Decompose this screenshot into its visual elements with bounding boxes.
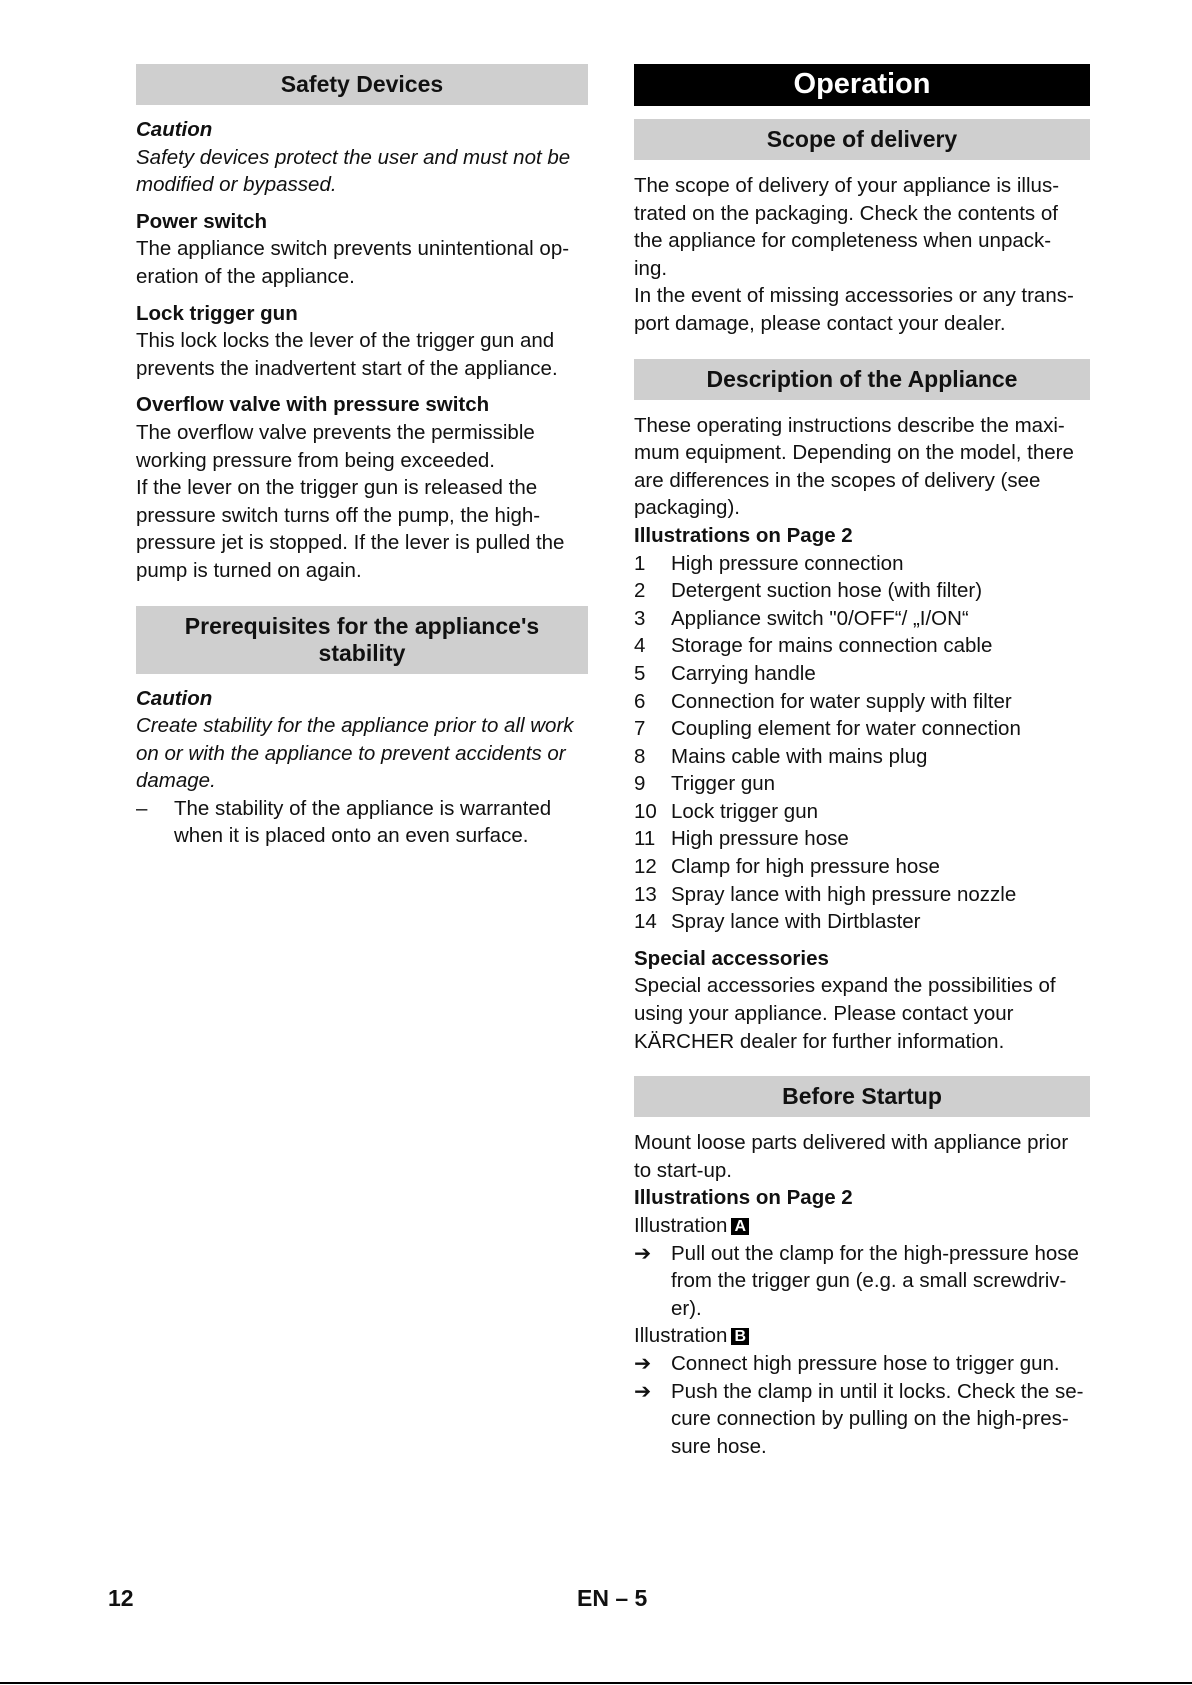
startup-illustrations-title: Illustrations on Page 2 <box>634 1186 853 1210</box>
list-item <box>634 577 1090 605</box>
list-item-number: 5 <box>634 661 646 685</box>
list-item-text: Spray lance with high pressure nozzle <box>671 882 1017 906</box>
list-item <box>634 798 1090 826</box>
list-item <box>634 632 1090 660</box>
list-item-number: 3 <box>634 606 646 630</box>
parts-list <box>634 550 1090 936</box>
illustration-a-badge: A <box>731 1218 749 1235</box>
lock-trigger-gun-text: This lock locks the lever of the trigger gun and prevents the inadvertent start of the appliance. <box>136 329 558 380</box>
list-item-text: High pressure connection <box>671 551 904 575</box>
list-item <box>634 825 1090 853</box>
list-item-number: 4 <box>634 634 646 658</box>
power-switch-title: Power switch <box>136 209 268 233</box>
startup-text: Mount loose parts delivered with appliance prior to start-up. <box>634 1131 1069 1182</box>
heading-before-startup: Before Startup <box>634 1076 1090 1117</box>
arrow-right-icon: ➔ <box>634 1379 652 1403</box>
list-item-number: 14 <box>634 910 657 934</box>
list-item <box>634 715 1090 743</box>
heading-scope-of-delivery: Scope of delivery <box>634 119 1090 160</box>
caution-text: Safety devices protect the user and must not be modified or bypassed. <box>136 145 571 197</box>
step-a1-text: Pull out the clamp for the high-pressure hose from the trigger gun (e.g. a small screwdriv- er). <box>671 1241 1079 1320</box>
page-number: 12 <box>108 1585 134 1611</box>
stability-bullet <box>136 795 588 850</box>
list-item-number: 13 <box>634 882 657 906</box>
list-item-number: 11 <box>634 827 656 851</box>
illustration-a-label: Illustration A <box>634 1212 1090 1240</box>
list-item-text: Mains cable with mains plug <box>671 744 928 768</box>
overflow-valve-text: The overflow valve prevents the permissible working pressure from being exceeded. If the lever on the trigger gun is released the pressure switch turns off the pump, the high- pressure jet is stopped. If the lever is pulled the pump is turned on again. <box>136 420 565 582</box>
arrow-right-icon: ➔ <box>634 1351 652 1375</box>
list-item-number: 12 <box>634 855 657 879</box>
list-item <box>634 743 1090 771</box>
list-item-text: Clamp for high pressure hose <box>671 855 940 879</box>
heading-description: Description of the Appliance <box>634 359 1090 400</box>
left-column <box>136 64 588 850</box>
list-item-number: 10 <box>634 799 657 823</box>
list-item <box>634 853 1090 881</box>
list-item-text: Spray lance with Dirtblaster <box>671 910 921 934</box>
list-item-text: Carrying handle <box>671 661 816 685</box>
illustration-b-label: Illustration B <box>634 1322 1090 1350</box>
stability-caution-title: Caution <box>136 686 213 710</box>
special-accessories-title: Special accessories <box>634 946 829 970</box>
list-item-text: Storage for mains connection cable <box>671 634 993 658</box>
list-item <box>634 605 1090 633</box>
list-item <box>634 908 1090 936</box>
illustration-b-badge: B <box>731 1328 749 1345</box>
description-text: These operating instructions describe the maxi- mum equipment. Depending on the model, there are differences in the scopes of delivery (see packaging). <box>634 413 1074 520</box>
step-b2-text: Push the clamp in until it locks. Check the se- cure connection by pulling on the high-pres- sure hose. <box>671 1379 1084 1458</box>
list-item-text: Connection for water supply with filter <box>671 689 1012 713</box>
list-item-number: 7 <box>634 717 646 741</box>
list-item <box>634 770 1090 798</box>
list-item <box>634 660 1090 688</box>
overflow-valve-title: Overflow valve with pressure switch <box>136 393 490 417</box>
list-item-text: High pressure hose <box>671 827 849 851</box>
step-b1-text: Connect high pressure hose to trigger gun. <box>671 1351 1060 1375</box>
special-accessories-text: Special accessories expand the possibilities of using your appliance. Please contact your KÄRCHER dealer for further information. <box>634 974 1056 1053</box>
list-item <box>634 688 1090 716</box>
list-item-number: 2 <box>634 579 646 603</box>
list-item-text: Lock trigger gun <box>671 799 819 823</box>
scope-text: The scope of delivery of your appliance is illus- trated on the packaging. Check the contents of the appliance for completeness when unpack- ing. In the event of missing accessories or any trans- port damage, please contact your dealer. <box>634 174 1074 335</box>
caution-title: Caution <box>136 118 213 141</box>
list-item-number: 8 <box>634 744 646 768</box>
lock-trigger-gun-title: Lock trigger gun <box>136 301 298 325</box>
dash-marker: – <box>136 796 148 820</box>
section-label: EN – 5 <box>577 1585 648 1611</box>
heading-safety-devices: Safety Devices <box>136 64 588 105</box>
step-a1 <box>634 1240 1090 1323</box>
stability-bullet-text: The stability of the appliance is warranted when it is placed onto an even surface. <box>174 796 552 848</box>
right-column <box>634 64 1090 1460</box>
list-item-text: Appliance switch "0/OFF“/ „I/ON“ <box>671 606 969 630</box>
list-item <box>634 881 1090 909</box>
step-b2 <box>634 1378 1090 1461</box>
heading-operation: Operation <box>634 64 1090 106</box>
list-item-text: Detergent suction hose (with filter) <box>671 579 983 603</box>
arrow-right-icon: ➔ <box>634 1241 652 1265</box>
list-item-text: Trigger gun <box>671 772 776 796</box>
bottom-divider <box>0 1682 1192 1684</box>
power-switch-text: The appliance switch prevents unintentional op- eration of the appliance. <box>136 237 570 288</box>
list-item-number: 1 <box>634 551 646 575</box>
stability-caution-text: Create stability for the appliance prior to all work on or with the appliance to prevent accidents or damage. <box>136 714 574 793</box>
list-item-number: 9 <box>634 772 646 796</box>
list-item <box>634 550 1090 578</box>
list-item-text: Coupling element for water connection <box>671 717 1021 741</box>
step-b1 <box>634 1350 1090 1378</box>
heading-stability: Prerequisites for the appliance's stability <box>136 606 588 674</box>
illustrations-title: Illustrations on Page 2 <box>634 523 853 547</box>
list-item-number: 6 <box>634 689 646 713</box>
